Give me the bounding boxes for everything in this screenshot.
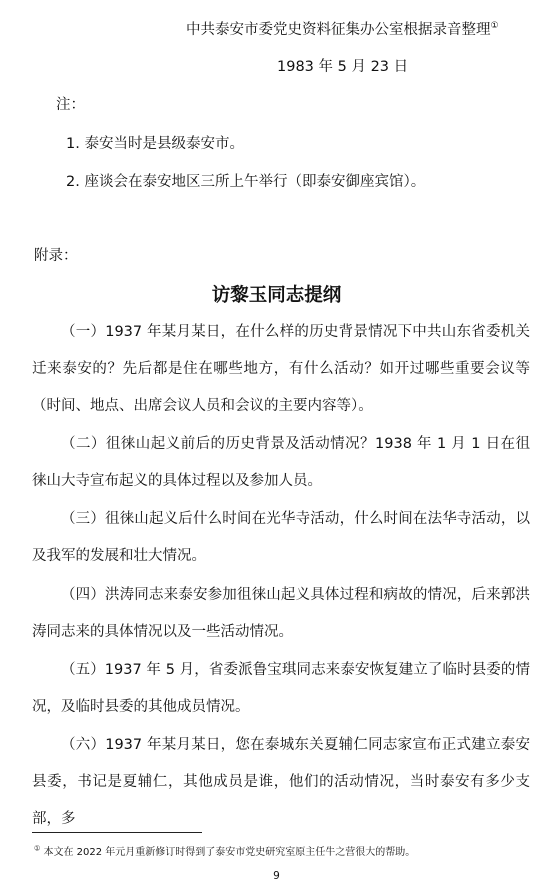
footnote <box>34 843 415 858</box>
record-date: 1983 年 5 月 23 日 <box>277 59 409 75</box>
outline-paragraph-6: （六）1937 年某月某日，您在泰城东关夏辅仁同志家宣布正式建立泰安县委，书记是夏辅仁，其他成员是谁，他们的活动情况，当时泰安有多少支部，多 <box>32 737 530 827</box>
footnote-text: 本文在 2022 年元月重新修订时得到了泰安市党史研究室原主任牛之营很大的帮助。 <box>40 847 416 858</box>
source-attribution <box>186 18 499 39</box>
footnote-ref[interactable]: ① <box>490 21 499 32</box>
appendix-label: 附录： <box>34 248 78 264</box>
source-text: 中共泰安市委党史资料征集办公室根据录音整理 <box>186 22 491 38</box>
outline-paragraph-5: （五）1937 年 5 月，省委派鲁宝琪同志来泰安恢复建立了临时县委的情况，及临时县委的其他成员情况。 <box>32 662 530 715</box>
outline-paragraph-1: （一）1937 年某月某日，在什么样的历史背景情况下中共山东省委机关迁来泰安的？先后都是住在哪些地方，有什么活动？如开过哪些重要会议等（时间、地点、出席会议人员和会议的主要内容等）。 <box>32 324 530 414</box>
outline-paragraph-2: （二）徂徕山起义前后的历史背景及活动情况？1938 年 1 月 1 日在徂徕山大寺宣布起义的具体过程以及参加人员。 <box>32 436 530 489</box>
footnote-divider <box>32 832 202 833</box>
outline-paragraph-3: （三）徂徕山起义后什么时间在光华寺活动，什么时间在法华寺活动，以及我军的发展和壮大情况。 <box>32 511 530 564</box>
appendix-title: 访黎玉同志提纲 <box>211 285 342 306</box>
footnote-marker: ① <box>34 844 41 853</box>
note-item-2: 2. 座谈会在泰安地区三所上午举行（即泰安御座宾馆）。 <box>66 174 426 190</box>
note-item-1: 1. 泰安当时是县级泰安市。 <box>66 136 244 152</box>
outline-paragraph-4: （四）洪涛同志来泰安参加徂徕山起义具体过程和病故的情况，后来郭洪涛同志来的具体情况以及一些活动情况。 <box>32 587 530 640</box>
page-number: 9 <box>273 870 280 882</box>
notes-heading: 注： <box>56 97 85 113</box>
